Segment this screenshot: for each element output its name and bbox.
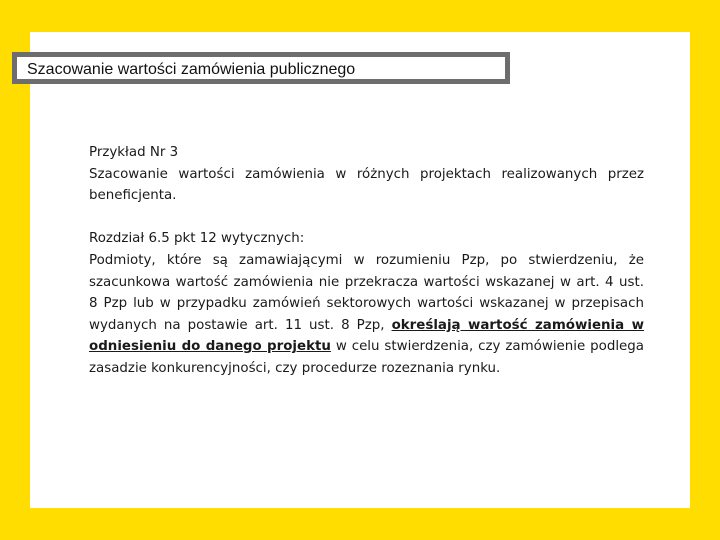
emphasized-text: określają wartość zamówienia w odniesieniu do danego projektu xyxy=(89,317,645,355)
paragraph-text-start: Podmioty, które są zamawiającymi w rozumieniu Pzp, po stwierdzeniu, że szacunkowa wartość zamówienia nie przekracza wartości wskazanej w art. 4 ust. 8 Pzp lub w przypadku zamówień sektorowych wartości wskazanej w przepisach wydanych na postawie art. 11 ust. 8 Pzp, xyxy=(89,252,644,333)
title-box xyxy=(12,52,510,84)
body-text xyxy=(89,142,644,380)
slide-title: Szacowanie wartości zamówienia publicznego xyxy=(27,61,356,78)
guideline-paragraph xyxy=(89,250,644,380)
example-description: Szacowanie wartości zamówienia w różnych projektach realizowanych przez beneficjenta. xyxy=(89,166,644,204)
paragraph-text-end: w celu stwierdzenia, czy zamówienie podlega zasadzie konkurencyjności, czy procedurze rozeznania rynku. xyxy=(89,339,644,376)
paragraph-gap xyxy=(89,207,644,229)
section-reference: Rozdział 6.5 pkt 12 wytycznych: xyxy=(89,231,305,247)
example-heading: Przykład Nr 3 xyxy=(89,145,179,160)
